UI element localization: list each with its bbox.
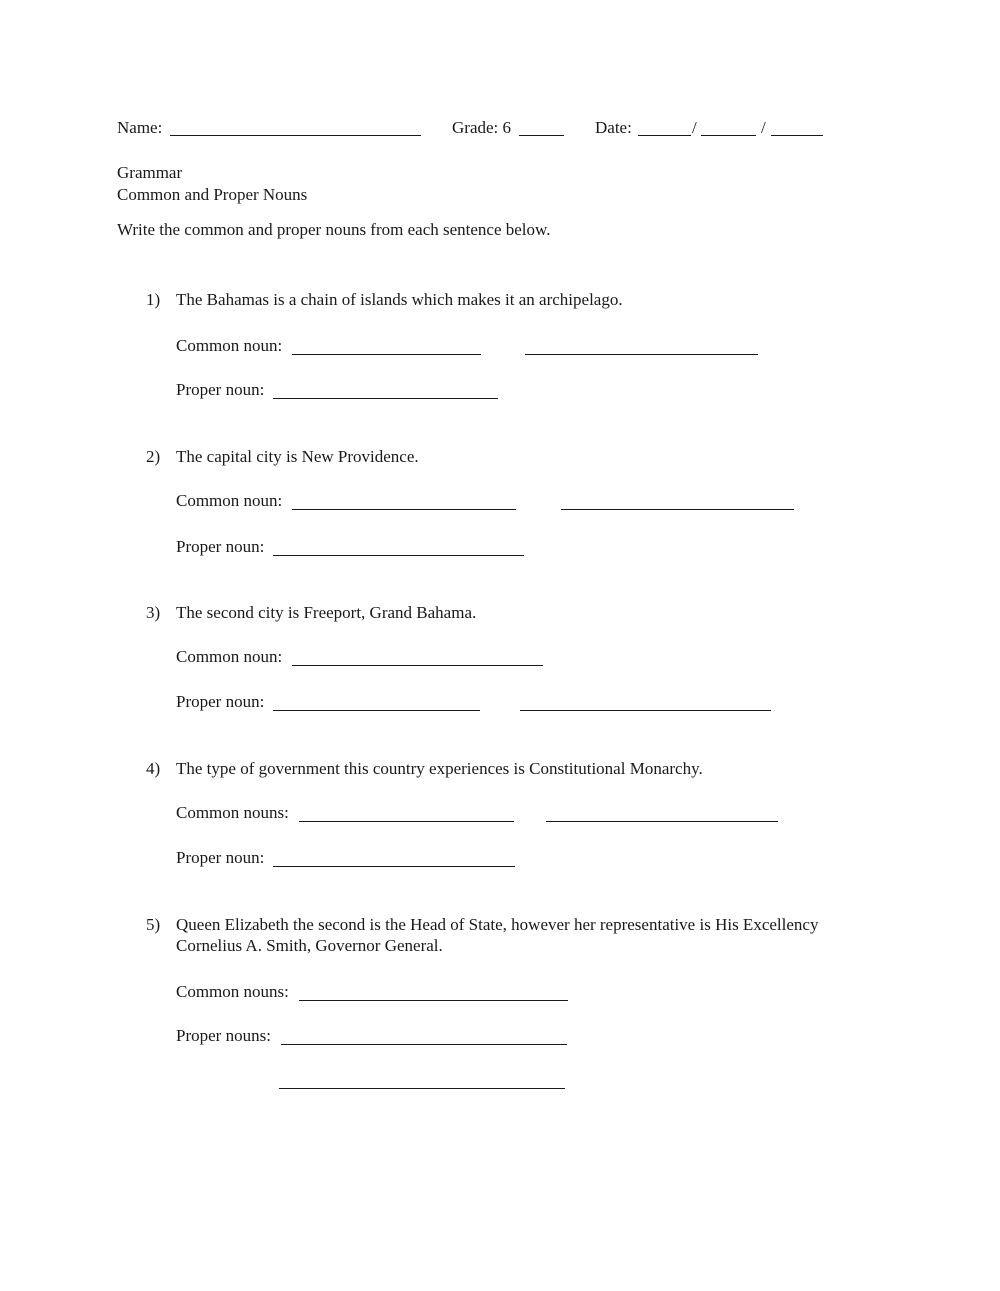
common-noun-label: Common nouns: xyxy=(176,803,289,822)
topic-heading: Common and Proper Nouns xyxy=(117,185,308,204)
question-number: 2) xyxy=(146,447,161,466)
question-sentence: The type of government this country experiences is Constitutional Monarchy. xyxy=(176,759,703,778)
name-field[interactable] xyxy=(170,135,421,136)
proper-noun-field[interactable] xyxy=(273,866,515,867)
common-noun-field[interactable] xyxy=(525,354,758,355)
proper-noun-label: Proper noun: xyxy=(176,537,265,556)
proper-noun-field[interactable] xyxy=(279,1088,565,1089)
name-label: Name: xyxy=(117,118,163,137)
date-year-field[interactable] xyxy=(771,135,823,136)
question-number: 3) xyxy=(146,603,161,622)
proper-noun-label: Proper noun: xyxy=(176,848,265,867)
date-label: Date: xyxy=(595,118,632,137)
question-number: 1) xyxy=(146,290,161,309)
date-separator: / xyxy=(692,118,697,137)
date-separator: / xyxy=(761,118,766,137)
question-sentence: The Bahamas is a chain of islands which makes it an archipelago. xyxy=(176,290,623,309)
proper-noun-field[interactable] xyxy=(273,398,498,399)
common-noun-field[interactable] xyxy=(546,821,778,822)
question-sentence: The second city is Freeport, Grand Bahama. xyxy=(176,603,477,622)
common-noun-label: Common noun: xyxy=(176,491,283,510)
proper-noun-label: Proper noun: xyxy=(176,380,265,399)
common-noun-label: Common nouns: xyxy=(176,982,289,1001)
question-sentence: Queen Elizabeth the second is the Head of State, however her representative is His Excellency xyxy=(176,915,819,934)
question-sentence-continued: Cornelius A. Smith, Governor General. xyxy=(176,936,443,955)
common-noun-label: Common noun: xyxy=(176,647,283,666)
proper-noun-field[interactable] xyxy=(273,710,480,711)
instructions: Write the common and proper nouns from each sentence below. xyxy=(117,220,551,239)
proper-noun-field[interactable] xyxy=(281,1044,567,1045)
proper-noun-label: Proper noun: xyxy=(176,692,265,711)
proper-noun-label: Proper nouns: xyxy=(176,1026,271,1045)
question-number: 4) xyxy=(146,759,161,778)
question-number: 5) xyxy=(146,915,161,934)
common-noun-field[interactable] xyxy=(299,821,514,822)
common-noun-field[interactable] xyxy=(299,1000,568,1001)
subject-heading: Grammar xyxy=(117,163,183,182)
common-noun-field[interactable] xyxy=(292,354,481,355)
date-month-field[interactable] xyxy=(638,135,691,136)
question-sentence: The capital city is New Providence. xyxy=(176,447,419,466)
common-noun-field[interactable] xyxy=(292,665,543,666)
date-day-field[interactable] xyxy=(701,135,756,136)
common-noun-field[interactable] xyxy=(561,509,794,510)
common-noun-field[interactable] xyxy=(292,509,516,510)
grade-label: Grade: 6 xyxy=(452,118,512,137)
grade-field[interactable] xyxy=(519,135,564,136)
proper-noun-field[interactable] xyxy=(520,710,771,711)
proper-noun-field[interactable] xyxy=(273,555,524,556)
common-noun-label: Common noun: xyxy=(176,336,283,355)
